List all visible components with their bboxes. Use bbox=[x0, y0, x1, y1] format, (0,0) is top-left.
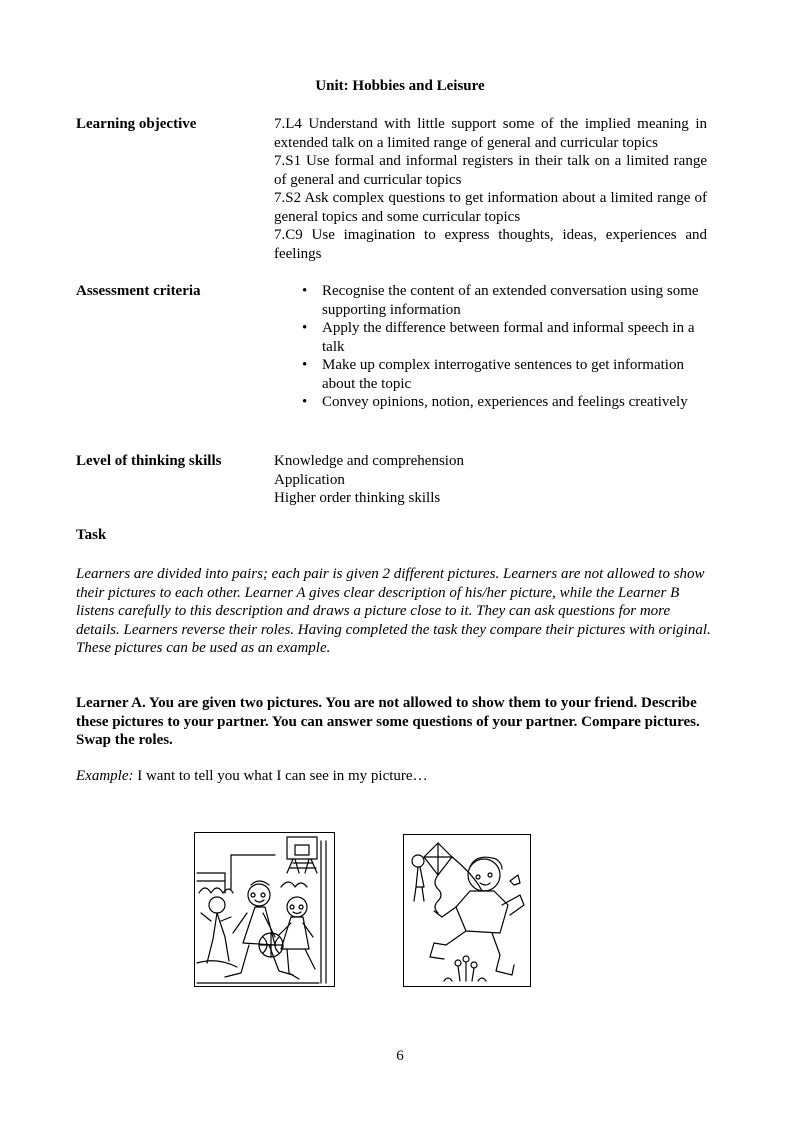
thinking-skills-label: Level of thinking skills bbox=[76, 453, 222, 469]
learning-objective-text bbox=[274, 115, 707, 263]
thinking-skill-item: Higher order thinking skills bbox=[274, 490, 441, 506]
task-note: These pictures can be used as an example. bbox=[76, 640, 331, 656]
page-number: 6 bbox=[396, 1048, 404, 1064]
criteria-item: • Apply the difference between formal and informal speech in a talk bbox=[274, 319, 714, 356]
learning-objective-label: Learning objective bbox=[76, 116, 197, 132]
example-text: I want to tell you what I can see in my picture… bbox=[133, 768, 428, 784]
task-description bbox=[76, 565, 716, 658]
objective-line: 7.C9 Use imagination to express thoughts, ideas, experiences and feelings bbox=[274, 227, 707, 262]
thinking-skill-item: Application bbox=[274, 471, 345, 488]
assessment-criteria-label: Assessment criteria bbox=[76, 283, 201, 299]
thinking-skills-list bbox=[274, 452, 464, 508]
objective-line: 7.L4 Understand with little support some of the implied meaning in extended talk on a limited range of general and curricular topics bbox=[274, 116, 707, 151]
criteria-item: • Convey opinions, notion, experiences and feelings creatively bbox=[274, 393, 714, 412]
assessment-criteria-list bbox=[274, 282, 714, 412]
example-label: Example: bbox=[76, 768, 134, 784]
unit-title: Unit: Hobbies and Leisure bbox=[315, 78, 485, 94]
task-heading: Task bbox=[76, 527, 107, 543]
task-description-text: Learners are divided into pairs; each pair is given 2 different pictures. Learners are not allowed to show their pictures to each other. Learner A gives clear description of his/her picture, while the Learner B listens carefully to this description and draws a picture close to it. They can ask questions for more details. Learners reverse their roles. Having completed the task they compare their pictures with original. bbox=[76, 566, 711, 638]
criteria-item: • Recognise the content of an extended conversation using some supporting information bbox=[274, 282, 714, 319]
kite-picture bbox=[403, 834, 531, 987]
objective-line: 7.S2 Ask complex questions to get information about a limited range of general topics and some curricular topics bbox=[274, 190, 707, 225]
learner-a-instruction: Learner A. You are given two pictures. You are not allowed to show them to your friend. Describe these pictures to your partner. You can answer some questions of your partner. Compare pictures. Swap the roles. bbox=[76, 695, 700, 748]
thinking-skill-item: Knowledge and comprehension bbox=[274, 453, 464, 469]
criteria-item: • Make up complex interrogative sentences to get information about the topic bbox=[274, 356, 714, 393]
basketball-picture bbox=[194, 832, 335, 987]
example-line bbox=[76, 767, 428, 786]
objective-line: 7.S1 Use formal and informal registers in their talk on a limited range of general and curricular topics bbox=[274, 153, 707, 188]
